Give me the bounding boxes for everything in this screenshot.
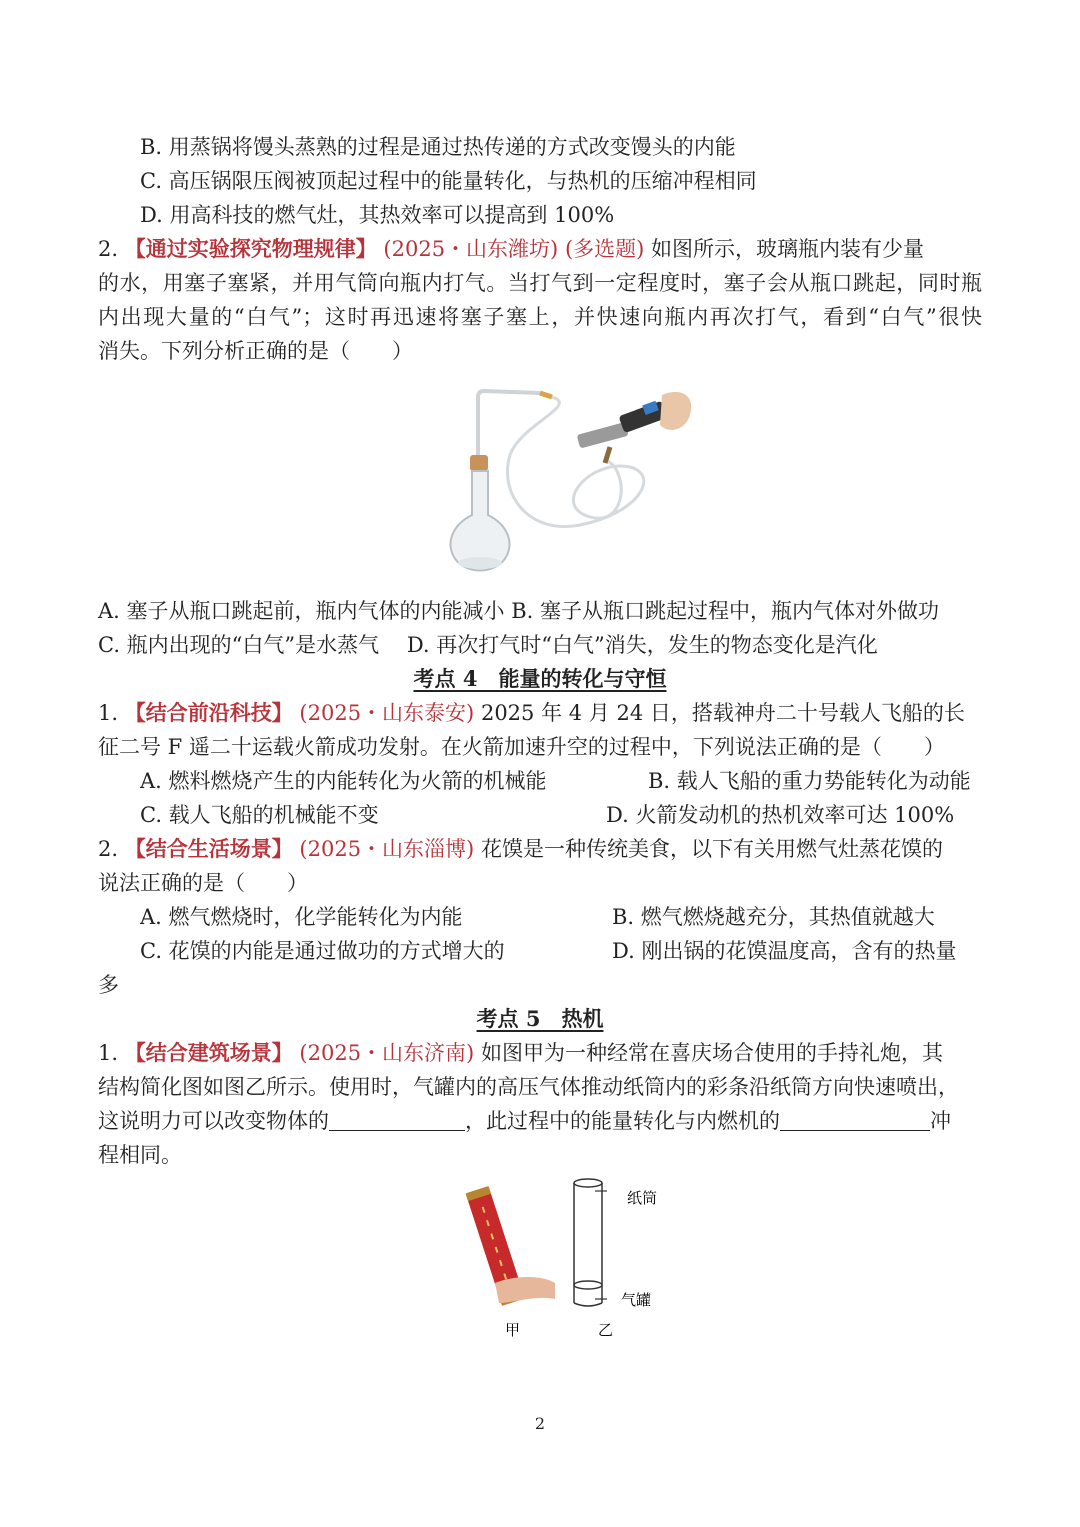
s5-question-1-line3: 这说明力可以改变物体的 ，此过程中的能量转化与内燃机的 冲 xyxy=(98,1104,982,1138)
label-yi: 乙 xyxy=(598,1323,614,1339)
question-2-line2: 的水，用塞子塞紧，并用气筒向瓶内打气。当打气到一定程度时，塞子会从瓶口跳起，同时瓶 xyxy=(98,271,982,295)
label-tube: 纸筒 xyxy=(627,1191,658,1207)
s5-question-1-line2: 结构简化图如图乙所示。使用时，气罐内的高压气体推动纸筒内的彩条沿纸筒方向快速喷出， xyxy=(98,1075,959,1099)
s4q2-option-d: D. 刚出锅的花馍温度高，含有的热量 xyxy=(612,939,957,963)
s4q1-option-a: A. 燃料燃烧产生的内能转化为火箭的机械能 xyxy=(140,769,547,793)
s4q2-option-c: C. 花馍的内能是通过做功的方式增大的 xyxy=(140,939,505,963)
hand xyxy=(495,1277,555,1303)
flask-pump-figure xyxy=(440,385,700,580)
question-source: (2025・山东济南) xyxy=(299,1041,475,1065)
question-tag: 【结合前沿科技】 xyxy=(124,700,293,725)
s5-question-1-line4: 程相同。 xyxy=(98,1143,182,1167)
section-5-title: 考点 5 热机 xyxy=(476,1006,604,1031)
option-d-prev: D. 用高科技的燃气灶，其热效率可以提高到 100% xyxy=(140,203,615,227)
question-2-line3: 内出现大量的“白气”；这时再迅速将塞子塞上，并快速向瓶内再次打气，看到“白气”很快 xyxy=(98,305,982,329)
s4-question-2-line1: 2. 【结合生活场景】 (2025・山东淄博) 花馍是一种传统美食，以下有关用燃气灶蒸花馍的 xyxy=(98,836,943,861)
question-2-line1: 2. 【通过实验探究物理规律】 (2025・山东潍坊) (多选题) 如图所示，玻璃瓶内装有少量 xyxy=(98,236,925,261)
s4q1-option-d: D. 火箭发动机的热机效率可达 100% xyxy=(606,803,955,827)
section-4-title: 考点 4 能量的转化与守恒 xyxy=(413,666,667,691)
question-number: 2. xyxy=(98,237,119,261)
question-source: (2025・山东潍坊) xyxy=(383,237,559,261)
s4q1-option-b: B. 载人飞船的重力势能转化为动能 xyxy=(648,769,971,793)
s4q2-option-a: A. 燃气燃烧时，化学能转化为内能 xyxy=(140,905,463,929)
party-cannon-figure xyxy=(455,1175,685,1345)
question-2-options-cd: C. 瓶内出现的“白气”是水蒸气 D. 再次打气时“白气”消失，发生的物态变化是汽化 xyxy=(98,633,878,657)
s4-question-2-line2: 说法正确的是（ ） xyxy=(98,871,308,895)
s4-question-1-line1: 1. 【结合前沿科技】 (2025・山东泰安) 2025 年 4 月 24 日，搭载神舟二十号载人飞船的长 xyxy=(98,700,965,725)
s4q2-option-d-wrap: 多 xyxy=(98,973,119,997)
s5-question-1-line1: 1. 【结合建筑场景】 (2025・山东济南) 如图甲为一种经常在喜庆场合使用的手持礼炮，其 xyxy=(98,1040,943,1065)
option-c-prev: C. 高压锅限压阀被顶起过程中的能量转化，与热机的压缩冲程相同 xyxy=(140,169,757,193)
question-tag: 【结合建筑场景】 xyxy=(124,1040,293,1065)
page-number: 2 xyxy=(534,1414,546,1433)
answer-blank-1[interactable] xyxy=(329,1106,465,1131)
question-tag: 【结合生活场景】 xyxy=(124,836,293,861)
question-source: (2025・山东淄博) xyxy=(299,837,475,861)
question-type: (多选题) xyxy=(564,237,645,261)
label-jia: 甲 xyxy=(505,1323,521,1339)
question-2-options-ab: A. 塞子从瓶口跳起前，瓶内气体的内能减小 B. 塞子从瓶口跳起过程中，瓶内气体对外做功 xyxy=(98,599,939,623)
answer-blank-2[interactable] xyxy=(780,1106,930,1131)
question-tag: 【通过实验探究物理规律】 xyxy=(124,236,377,261)
question-2-line4: 消失。下列分析正确的是（ ） xyxy=(98,339,413,363)
s4-question-1-line2: 征二号 F 遥二十运载火箭成功发射。在火箭加速升空的过程中，下列说法正确的是（ ） xyxy=(98,735,945,759)
stopper xyxy=(470,455,488,471)
s4q2-option-b: B. 燃气燃烧越充分，其热值就越大 xyxy=(612,905,935,929)
label-can: 气罐 xyxy=(621,1293,652,1309)
s4q1-option-c: C. 载人飞船的机械能不变 xyxy=(140,803,379,827)
question-source: (2025・山东泰安) xyxy=(299,701,475,725)
option-b-prev: B. 用蒸锅将馒头蒸熟的过程是通过热传递的方式改变馒头的内能 xyxy=(140,135,736,159)
